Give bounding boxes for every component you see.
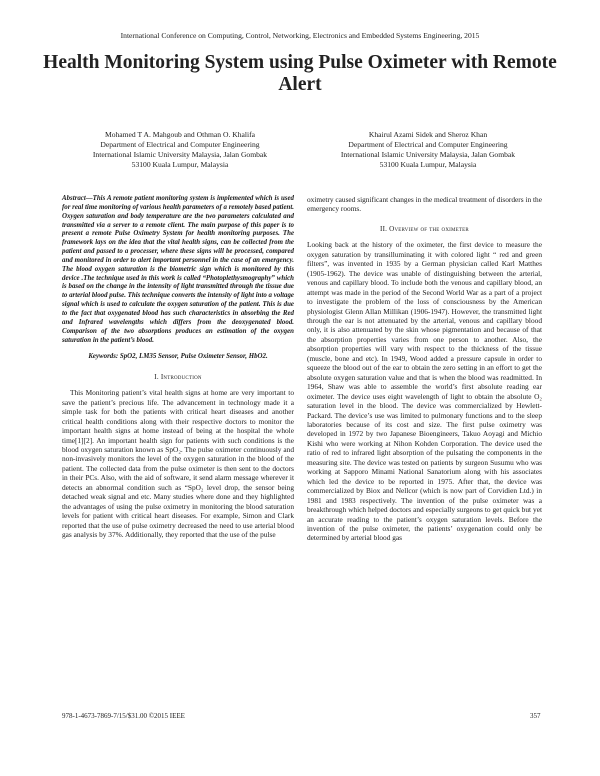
left-column bbox=[62, 195, 294, 540]
abstract: Abstract—This A remote patient monitoring system is implemented which is used for real time monitoring of various health parameters of a remotely based patient. Oxygen saturation and body temperature are the two parameters calculated and transmitted via a server to a remote client. The main purpose of this paper is to present a remote Pulse Oximetry System for health monitoring purposes. The framework lays on the idea that the vital health signs, can be collected from the patient and passed to a processer, where these signs will be processed, compared and monitored in order to alert important personnel in the case of an emergency. The blood oxygen saturation is the biometric sign which is monitored by this device .The technique used in this work is called “Photoplethysmography” which is based on the change in the intensity of light transmitted through the tissue due to arterial blood pulse. This technique converts the intensity of light into a voltage signal which is used to calculate the oxygen saturation of the patient. This is due to the fact that oxygenated blood has such characteristics in absorbing the Red and Infrared wavelengths which differs from the deoxygenated blood. Comparison of the two absorptions produces an estimation of the oxygen saturation in the patient’s blood. bbox=[62, 195, 294, 344]
continued-paragraph: oximetry caused significant changes in the medical treatment of disorders in the emergency rooms. bbox=[307, 195, 542, 214]
author-names: Khairul Azami Sidek and Sheroz Khan bbox=[368, 130, 488, 139]
author-department: Department of Electrical and Computer Engineering bbox=[348, 140, 508, 149]
author-block-right bbox=[308, 130, 548, 170]
author-address: 53100 Kuala Lumpur, Malaysia bbox=[379, 160, 477, 169]
section-number: II. bbox=[380, 224, 388, 233]
author-address: 53100 Kuala Lumpur, Malaysia bbox=[131, 160, 229, 169]
keywords: Keywords: SpO2, LM35 Sensor, Pulse Oximeter Sensor, HbO2. bbox=[88, 353, 268, 361]
author-university: International Islamic University Malaysia, Jalan Gombak bbox=[92, 150, 268, 159]
overview-body: Looking back at the history of the oximeter, the first device to measure the oxygen saturation by transilluminating it with colored light “ red and green filters”, was invented in 1935 by a German physician called Karl Matthes (1905-1962). The device was unable of distinguishing between the arterial, venous and capillary blood. To include both the venous and capillary blood, an attempt was made in the period of the Second World War as a part of a project to investigate the problem of the loss of consciousness by the American physiologist Glenn Allan Millikan (1906-1947). However, the transmitted light through the ear is not attenuated by the arterial, venous and capillary blood only, it is also attenuated by the skin whose pigmentation and because of that the absorption properties varies from one person to another. Also, the absorption properties will vary with respect to the thickness of the tissue (muscle, bone and etc). In 1949, Wood added a pressure capsule in order to squeeze the blood out of the ear to obtain the zero setting in an effort to get the absolute oxygen saturation value and that is when the blood was readmitted. In 1964, Shaw was able to assemble the world’s first absolute reading ear oximeter. The device uses eight wavelength of light to obtain the absolute O₂ saturation level in the blood. The device was commercialized by Hewlett-Packard. The device’s use was limited to pulmonary functions and to the sleep laboratories because of its cost and size. The first pulse oximetry was developed in 1972 by two Japanese Bioengineers, Takuo Aoyagi and Michio Kishi who were working at Nihon Kohden Corporation. The device used the ratio of red to infrared light absorption of the pulsating the components in the measuring site. The device was tested on patients by surgeon Susumu who was working at Sapporo Minami National Sanatorium along with his associates which led the device to be reported in 1975. After that, the device was commercialized by Biox and Nellcor (which is now part of Corvidien Ltd.) in 1981 and 1983 respectively. The invention of the pulse oximeter was a breakthrough which helped doctors and especially surgeons to get quick but yet an accurate reading to the patient’s oxygen saturation levels. Before the invention of the pulse oximeter, the patients’ oxygenation could only be determined by arterial blood gas bbox=[307, 240, 542, 543]
section-heading-introduction bbox=[62, 373, 294, 382]
page-number: 357 bbox=[530, 712, 541, 720]
section-number: I. bbox=[154, 372, 159, 381]
paper-title: Health Monitoring System using Pulse Oximeter with Remote Alert bbox=[43, 52, 557, 95]
introduction-body: This Monitoring patient’s vital health signs at home are very important to save the patient’s precious life. The advancement in technology made it a simple task for both the patients with critical heart diseases and another critical health conditions along with their respective doctors to monitor the important health signs at home instead of being at the hospital the whole time[1][2]. An important health sign for patients with such conditions is the blood oxygen saturation known as SpO₂. The pulse oximeter continuously and non-invasively monitors the level of the oxygen saturation in the blood of the patient. The collected data from the pulse oximeter is then sent to the doctors in their PCs. Also, with the aid of software, it send alarm message wherever it detects an abnormal condition such as “SpO₂ level drop, the sensor being detached weak signal and etc. Many studies where done and they highlighted the advantages of using the pulse oximetry in monitoring the blood saturation levels for patient with critical heart diseases. For example, Simon and Clark reported that the use of pulse oximetry decreased the need to use arterial blood gas analysis by 37%. Additionally, they reported that the use of the pulse bbox=[62, 388, 294, 540]
author-department: Department of Electrical and Computer Engineering bbox=[100, 140, 260, 149]
section-title: Overview of the oximeter bbox=[389, 224, 469, 233]
conference-header: International Conference on Computing, Control, Networking, Electronics and Embedded Systems Engineering, 2015 bbox=[120, 31, 480, 40]
copyright-footer: 978-1-4673-7869-7/15/$31.00 ©2015 IEEE bbox=[62, 712, 185, 720]
right-column bbox=[307, 195, 542, 543]
section-title: Introduction bbox=[160, 372, 202, 381]
author-names: Mohamed T A. Mahgoub and Othman O. Khalifa bbox=[104, 130, 256, 139]
author-block-left bbox=[60, 130, 300, 170]
section-heading-overview bbox=[307, 225, 542, 234]
author-university: International Islamic University Malaysia, Jalan Gombak bbox=[340, 150, 516, 159]
